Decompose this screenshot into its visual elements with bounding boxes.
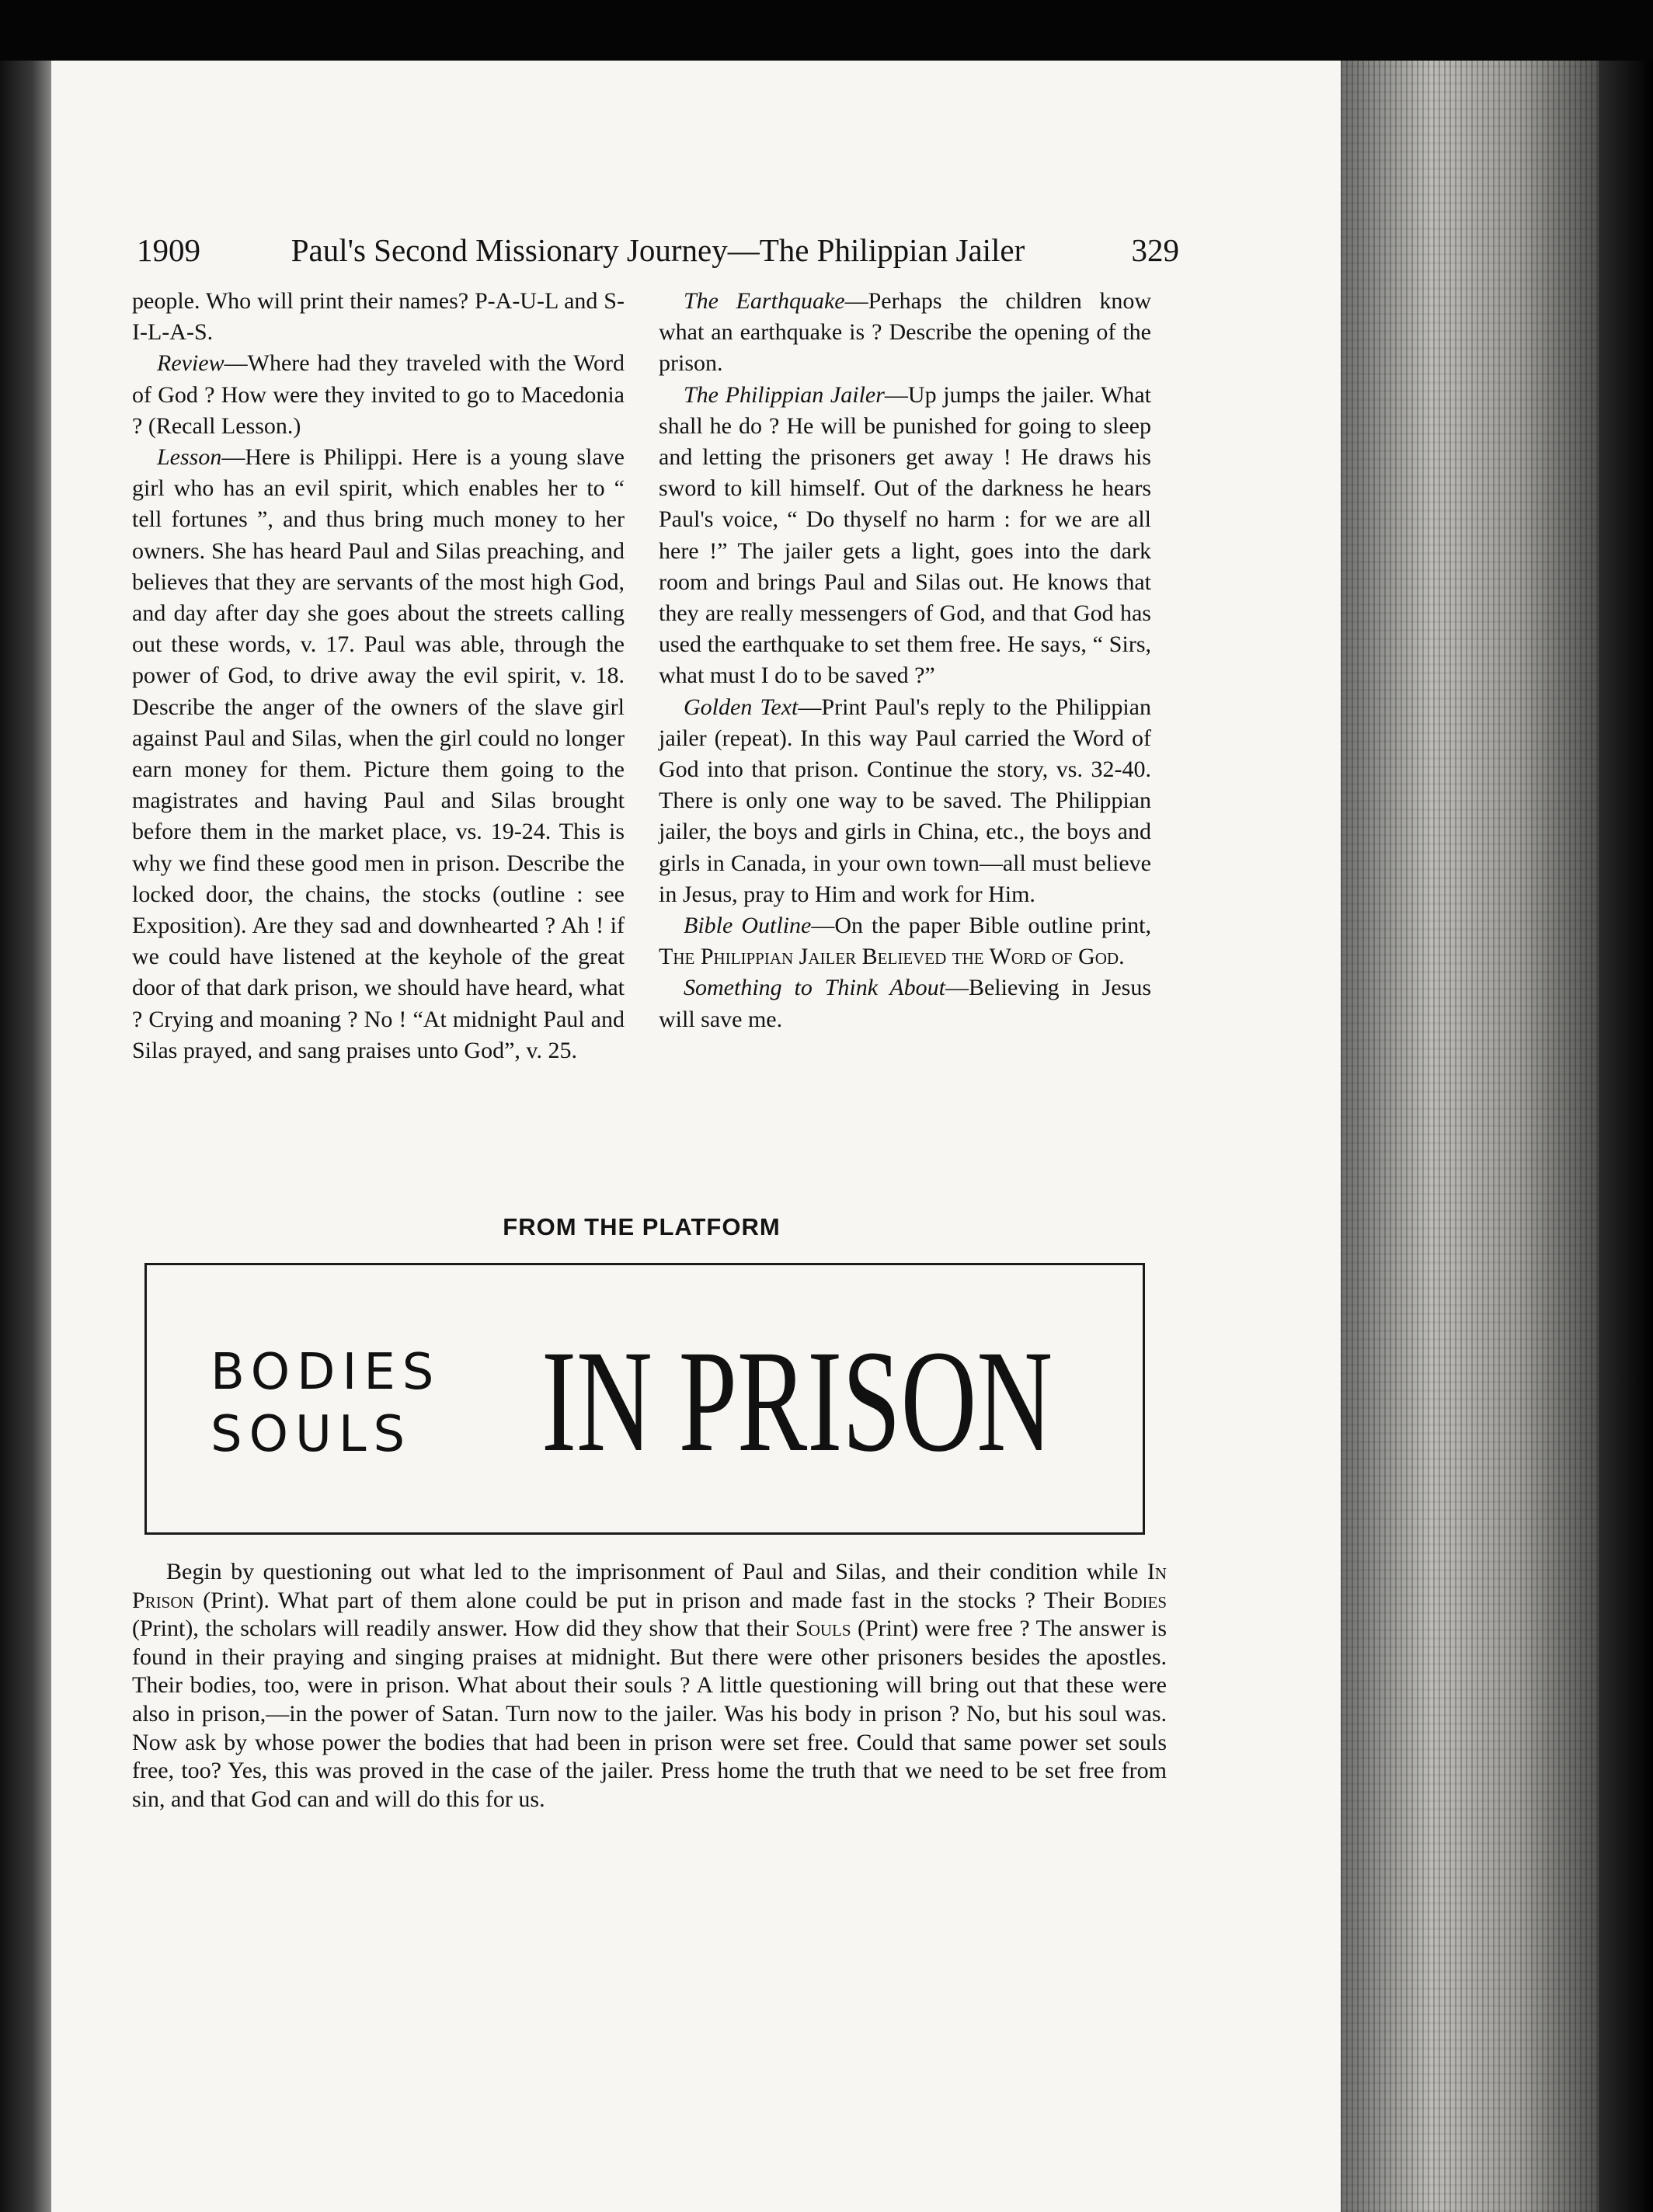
golden-text-body: —Print Paul's reply to the Philippian jailer (repeat). In this way Paul carried the Word of God into that prison. Continue the story, vs. 32-40. There is only one way to be saved. The Philippian jailer, the boys and girls in China, etc., the boys and girls in Canada, in your own town—all must believe in Jesus, pray to Him and work for Him. [659,694,1151,907]
word-souls: SOULS [211,1406,412,1463]
edge-shadow [1599,61,1653,2212]
caps-souls: Souls [795,1616,851,1642]
left-column [132,286,625,1066]
right-paragraph-earthquake [659,286,1151,380]
platform-heading: FROM THE PLATFORM [503,1213,781,1240]
left-paragraph-review [132,348,625,442]
left-paragraph-lesson [132,442,625,1066]
word-bodies: BODIES [211,1344,441,1401]
bottom-text-1: Begin by questioning out what led to the imprisonment of Paul and Silas, and their condition while [166,1559,1147,1584]
header-title: Paul's Second Missionary Journey—The Philippian Jailer [291,232,1025,268]
jailer-label: The Philippian Jailer [684,381,885,408]
jailer-text: —Up jumps the jailer. What shall he do ? He will be punished for going to sleep and letting the prisoners get away ! He draws his sword to kill himself. Out of the darkness he hears Paul's voice, “ Do thyself no harm : for we are all here !” The jailer gets a light, goes into the dark room and brings Paul and Silas out. He knows that they are really messengers of God, and that God has used the earthquake to set them free. He says, “ Sirs, what must I do to be saved ?” [659,381,1151,689]
lesson-text: —Here is Philippi. Here is a young slave girl who has an evil spirit, which enables her to “ tell fortunes ”, and thus bring much money to her owners. She has heard Paul and Silas preaching, and believes that they are servants of the most high God, and day after day she goes about the streets calling out these words, v. 17. Paul was able, through the power of God, to drive away the evil spirit, v. 18. Describe the anger of the owners of the slave girl against Paul and Silas, when the girl could no longer earn money for them. Picture them going to the magistrates and having Paul and Silas brought before them in the market place, vs. 19-24. This is why we find these good men in prison. Describe the locked door, the chains, the stocks (outline : see Exposition). Are they sad and downhearted ? Ah ! if we could have listened at the keyhole of the great door of that dark prison, we should have heard, what ? Crying and moaning ? No ! “At midnight Paul and Silas prayed, and sang praises unto God”, v. 25. [132,444,625,1063]
earthquake-text: —Perhaps the children know what an earthquake is ? Describe the opening of the prison. [659,288,1151,377]
review-text: —Where had they traveled with the Word of God ? How were they invited to go to Macedonia ? (Recall Lesson.) [132,350,625,439]
left-paragraph-1: people. Who will print their names? P-A-U-L and S-I-L-A-S. [132,288,625,346]
running-header [137,227,1179,273]
bible-outline-text: —On the paper Bible outline print, [811,913,1151,939]
stacked-words [211,1341,440,1466]
bottom-text-2: (Print). What part of them alone could be put in prison and made fast in the stocks ? Their [193,1587,1104,1613]
bottom-text-4: (Print) were free ? The answer is found in their praying and singing praises at midnight. But there were other prisoners besides the apostles. Their bodies, too, were in prison. What about their souls ? A little questioning will bring out that these were also in prison,—in the power of Satan. Turn now to the jailer. Was his body in prison ? No, but his soul was. Now ask by whose power the bodies that had been in prison were set free. Could that same power set souls free, too? Yes, this was proved in the case of the jailer. Press home the truth that we need to be set free from sin, and that God can and will do this for us. [132,1616,1168,1812]
right-paragraph-bible-outline [659,910,1151,972]
caps-bodies: Bodies [1103,1587,1167,1613]
page-edges [1341,61,1599,2212]
bottom-text-3: (Print), the scholars will readily answer. How did they show that their [132,1616,796,1642]
earthquake-label: The Earthquake [684,288,845,314]
think-about-label: Something to Think About [684,975,945,1001]
right-paragraph-jailer [659,380,1151,692]
page-number: 329 [1131,232,1179,268]
right-paragraph-golden-text [659,692,1151,910]
bible-outline-label: Bible Outline [684,913,812,939]
bible-outline-caps: The Philippian Jailer Believed the Word of God. [659,944,1125,970]
bottom-text [132,1558,1167,1814]
right-column [659,286,1151,1035]
right-paragraph-think-about [659,972,1151,1035]
bottom-paragraph [132,1558,1167,1814]
think-about-text: —Believing in Jesus will save me. [659,975,1151,1032]
big-in-prison: IN PRISON [541,1320,1053,1482]
header-year: 1909 [137,232,200,268]
review-label: Review [157,350,224,377]
blackboard-box [144,1263,1145,1535]
caps-in-prison: In Prison [132,1559,1167,1613]
golden-text-label: Golden Text [684,694,799,720]
lesson-label: Lesson [157,444,222,471]
